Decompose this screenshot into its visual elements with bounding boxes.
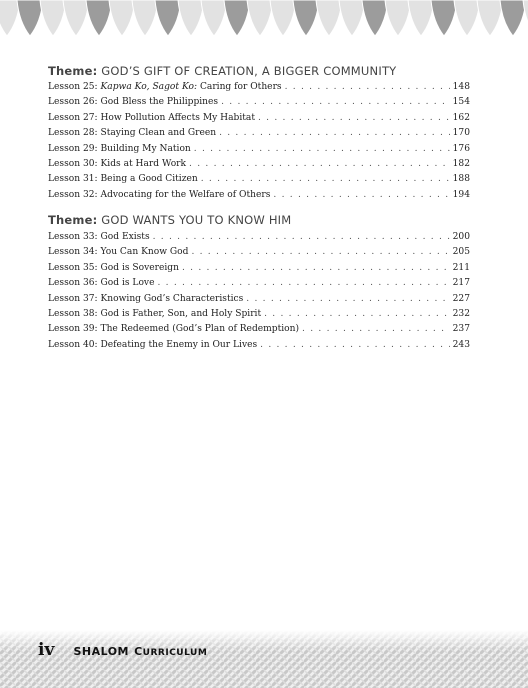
leaf-shape	[500, 0, 526, 36]
toc-row[interactable]	[48, 230, 470, 245]
page-number: 148	[452, 82, 470, 92]
lesson-title: Lesson 26: God Bless the Philippines	[48, 97, 219, 108]
page-number: 200	[452, 232, 470, 242]
lesson-title: Lesson 28: Staying Clean and Green	[48, 128, 217, 139]
page-number: 170	[452, 128, 470, 139]
page-number: 211	[452, 262, 470, 273]
lesson-title: Lesson 33: God Exists	[48, 232, 150, 242]
leaf-shape	[431, 0, 457, 36]
leaf-shape	[316, 0, 342, 36]
page-number: 182	[452, 158, 470, 169]
page-number: 237	[452, 324, 470, 335]
dot-leader	[153, 230, 450, 245]
dot-leader	[201, 172, 450, 187]
dot-leader	[264, 307, 450, 322]
lesson-title: Lesson 39: The Redeemed (God’s Plan of Redemption)	[48, 324, 300, 335]
lesson-prefix: Lesson 25:	[48, 82, 101, 92]
toc-row[interactable]	[48, 126, 470, 141]
dot-leader	[194, 142, 450, 157]
page-number: 194	[452, 189, 470, 200]
leaf-shape	[0, 0, 20, 36]
toc-row[interactable]	[48, 188, 470, 203]
toc-row[interactable]	[48, 172, 470, 187]
leaf-shape	[17, 0, 43, 36]
toc-row[interactable]	[48, 157, 470, 172]
lesson-title: Lesson 32: Advocating for the Welfare of Others	[48, 189, 271, 200]
page-number: 162	[452, 112, 470, 123]
lesson-title: Lesson 37: Knowing God’s Characteristics	[48, 293, 244, 304]
lesson-title: Lesson 40: Defeating the Enemy in Our Lives	[48, 339, 258, 350]
toc-row[interactable]	[48, 80, 470, 95]
dot-leader	[302, 322, 450, 337]
lesson-title: Lesson 38: God is Father, Son, and Holy Spirit	[48, 308, 262, 319]
dot-leader	[246, 292, 449, 307]
dot-leader	[219, 126, 450, 141]
leaf-shape	[155, 0, 181, 36]
page-number: 205	[452, 247, 470, 258]
leaf-shape	[362, 0, 388, 36]
dot-leader	[182, 261, 450, 276]
leaf-shape	[270, 0, 296, 36]
page-footer	[38, 640, 207, 660]
lesson-title: Lesson 35: God is Sovereign	[48, 262, 179, 273]
dot-leader	[285, 80, 450, 95]
theme-label: Theme:	[48, 213, 98, 227]
theme-label: Theme:	[48, 64, 98, 78]
theme-title: GOD’S GIFT OF CREATION, A BIGGER COMMUNITY	[101, 64, 397, 78]
toc-row[interactable]	[48, 292, 470, 307]
page-number: 176	[452, 143, 470, 154]
toc-row[interactable]	[48, 276, 470, 291]
dot-leader	[189, 157, 450, 172]
leaf-shape	[109, 0, 135, 36]
dot-leader	[157, 276, 449, 291]
page-number: 227	[452, 293, 470, 304]
leaf-shape	[224, 0, 250, 36]
toc-row[interactable]	[48, 307, 470, 322]
leaf-shape	[385, 0, 411, 36]
lesson-title: Lesson 34: You Can Know God	[48, 247, 189, 258]
lesson-italic-title: Kapwa Ko, Sagot Ko:	[100, 82, 198, 92]
leaf-shape	[454, 0, 480, 36]
dot-leader	[260, 338, 450, 353]
page-number: 154	[452, 97, 470, 108]
dot-leader	[191, 245, 449, 260]
dot-leader	[258, 111, 450, 126]
leaf-shape	[178, 0, 204, 36]
lesson-title: Lesson 30: Kids at Hard Work	[48, 158, 187, 169]
footer-page-number: iv	[38, 640, 55, 660]
lesson-title: Caring for Others	[197, 82, 282, 92]
toc-row[interactable]	[48, 245, 470, 260]
dot-leader	[273, 188, 449, 203]
page-number: 188	[452, 174, 470, 185]
toc-row[interactable]	[48, 322, 470, 337]
toc-row[interactable]	[48, 111, 470, 126]
leaf-shape	[86, 0, 112, 36]
footer-brand-rest: URRICULUM	[142, 648, 208, 658]
toc-row[interactable]	[48, 142, 470, 157]
leaf-shape	[247, 0, 273, 36]
footer-brand-word1: SHALOM	[73, 645, 129, 658]
leaf-shape	[63, 0, 89, 36]
leaf-shape	[408, 0, 434, 36]
page-number: 232	[452, 308, 470, 319]
leaf-shape	[132, 0, 158, 36]
lesson-title: Lesson 27: How Pollution Affects My Habitat	[48, 112, 255, 123]
toc-row[interactable]	[48, 261, 470, 276]
dot-leader	[221, 95, 450, 110]
theme-heading-1	[48, 64, 396, 78]
footer-brand-initial: C	[134, 645, 143, 658]
lesson-title: Lesson 36: God is Love	[48, 278, 155, 289]
leaf-shape	[201, 0, 227, 36]
toc-row[interactable]	[48, 338, 470, 353]
leaf-shape	[477, 0, 503, 36]
leaf-shape	[523, 0, 528, 36]
page-number: 243	[452, 339, 470, 350]
lesson-title: Lesson 31: Being a Good Citizen	[48, 174, 198, 185]
page-number: 217	[452, 278, 470, 289]
theme-heading-2	[48, 213, 291, 227]
lesson-list-2	[48, 230, 470, 353]
lesson-list-1	[48, 80, 470, 203]
toc-row[interactable]	[48, 95, 470, 110]
leaf-border-top	[0, 0, 528, 40]
leaf-shape	[339, 0, 365, 36]
theme-title: GOD WANTS YOU TO KNOW HIM	[101, 213, 292, 227]
leaf-shape	[40, 0, 66, 36]
leaf-shape	[293, 0, 319, 36]
lesson-title: Lesson 29: Building My Nation	[48, 143, 191, 154]
